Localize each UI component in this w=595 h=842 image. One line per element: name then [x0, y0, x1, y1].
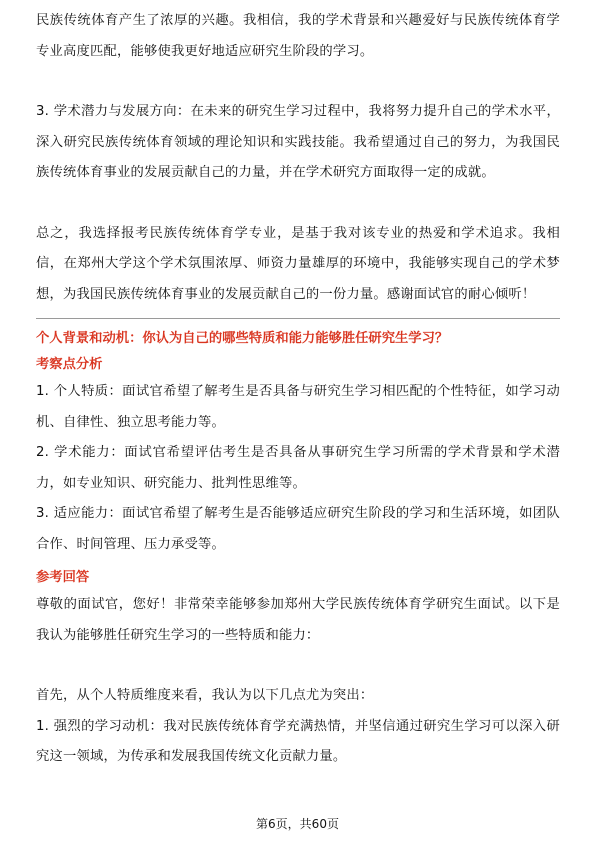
document-body: [36, 6, 560, 773]
analysis-item-personal-traits: 1. 个人特质：面试官希望了解考生是否具备与研究生学习相匹配的个性特征，如学习动机、自律性、独立思考能力等。: [36, 384, 560, 430]
paragraph-academic-potential: 3. 学术潜力与发展方向：在未来的研究生学习过程中，我将努力提升自己的学术水平，深入研究民族传统体育领域的理论知识和实践技能。我希望通过自己的努力，为我国民族传统体育事业的发展贡献自己的力量，并在学术研究方面取得一定的成就。: [36, 104, 560, 180]
analysis-item-adaptability: 3. 适应能力：面试官希望了解考生是否能够适应研究生阶段的学习和生活环境，如团队合作、时间管理、压力承受等。: [36, 506, 560, 552]
answer-intro: 首先，从个人特质维度来看，我认为以下几点尤为突出：: [36, 688, 374, 703]
answer-heading: 参考回答: [36, 570, 90, 585]
analysis-item-academic-ability: 2. 学术能力：面试官希望评估考生是否具备从事研究生学习所需的学术背景和学术潜力，如专业知识、研究能力、批判性思维等。: [36, 445, 560, 491]
page-number: 第6页，共60页: [256, 817, 339, 831]
paragraph-conclusion: 总之，我选择报考民族传统体育学专业，是基于我对该专业的热爱和学术追求。我相信，在郑州大学这个学术氛围浓厚、师资力量雄厚的环境中，我能够实现自己的学术梦想，为我国民族传统体育事业的发展贡献自己的一份力量。感谢面试官的耐心倾听！: [36, 225, 560, 302]
answer-item-motivation: 1. 强烈的学习动机：我对民族传统体育学充满热情，并坚信通过研究生学习可以深入研究这一领域，为传承和发展我国传统文化贡献力量。: [36, 718, 560, 764]
question-title: 个人背景和动机：你认为自己的哪些特质和能力能够胜任研究生学习？: [36, 331, 449, 346]
paragraph-background-fit: 民族传统体育产生了浓厚的兴趣。我相信，我的学术背景和兴趣爱好与民族传统体育学专业高度匹配，能够使我更好地适应研究生阶段的学习。: [36, 13, 560, 59]
answer-greeting: 尊敬的面试官，您好！非常荣幸能够参加郑州大学民族传统体育学研究生面试。以下是我认为能够胜任研究生学习的一些特质和能力：: [36, 597, 560, 643]
section-divider: [36, 318, 560, 319]
analysis-heading: 考察点分析: [36, 357, 103, 372]
